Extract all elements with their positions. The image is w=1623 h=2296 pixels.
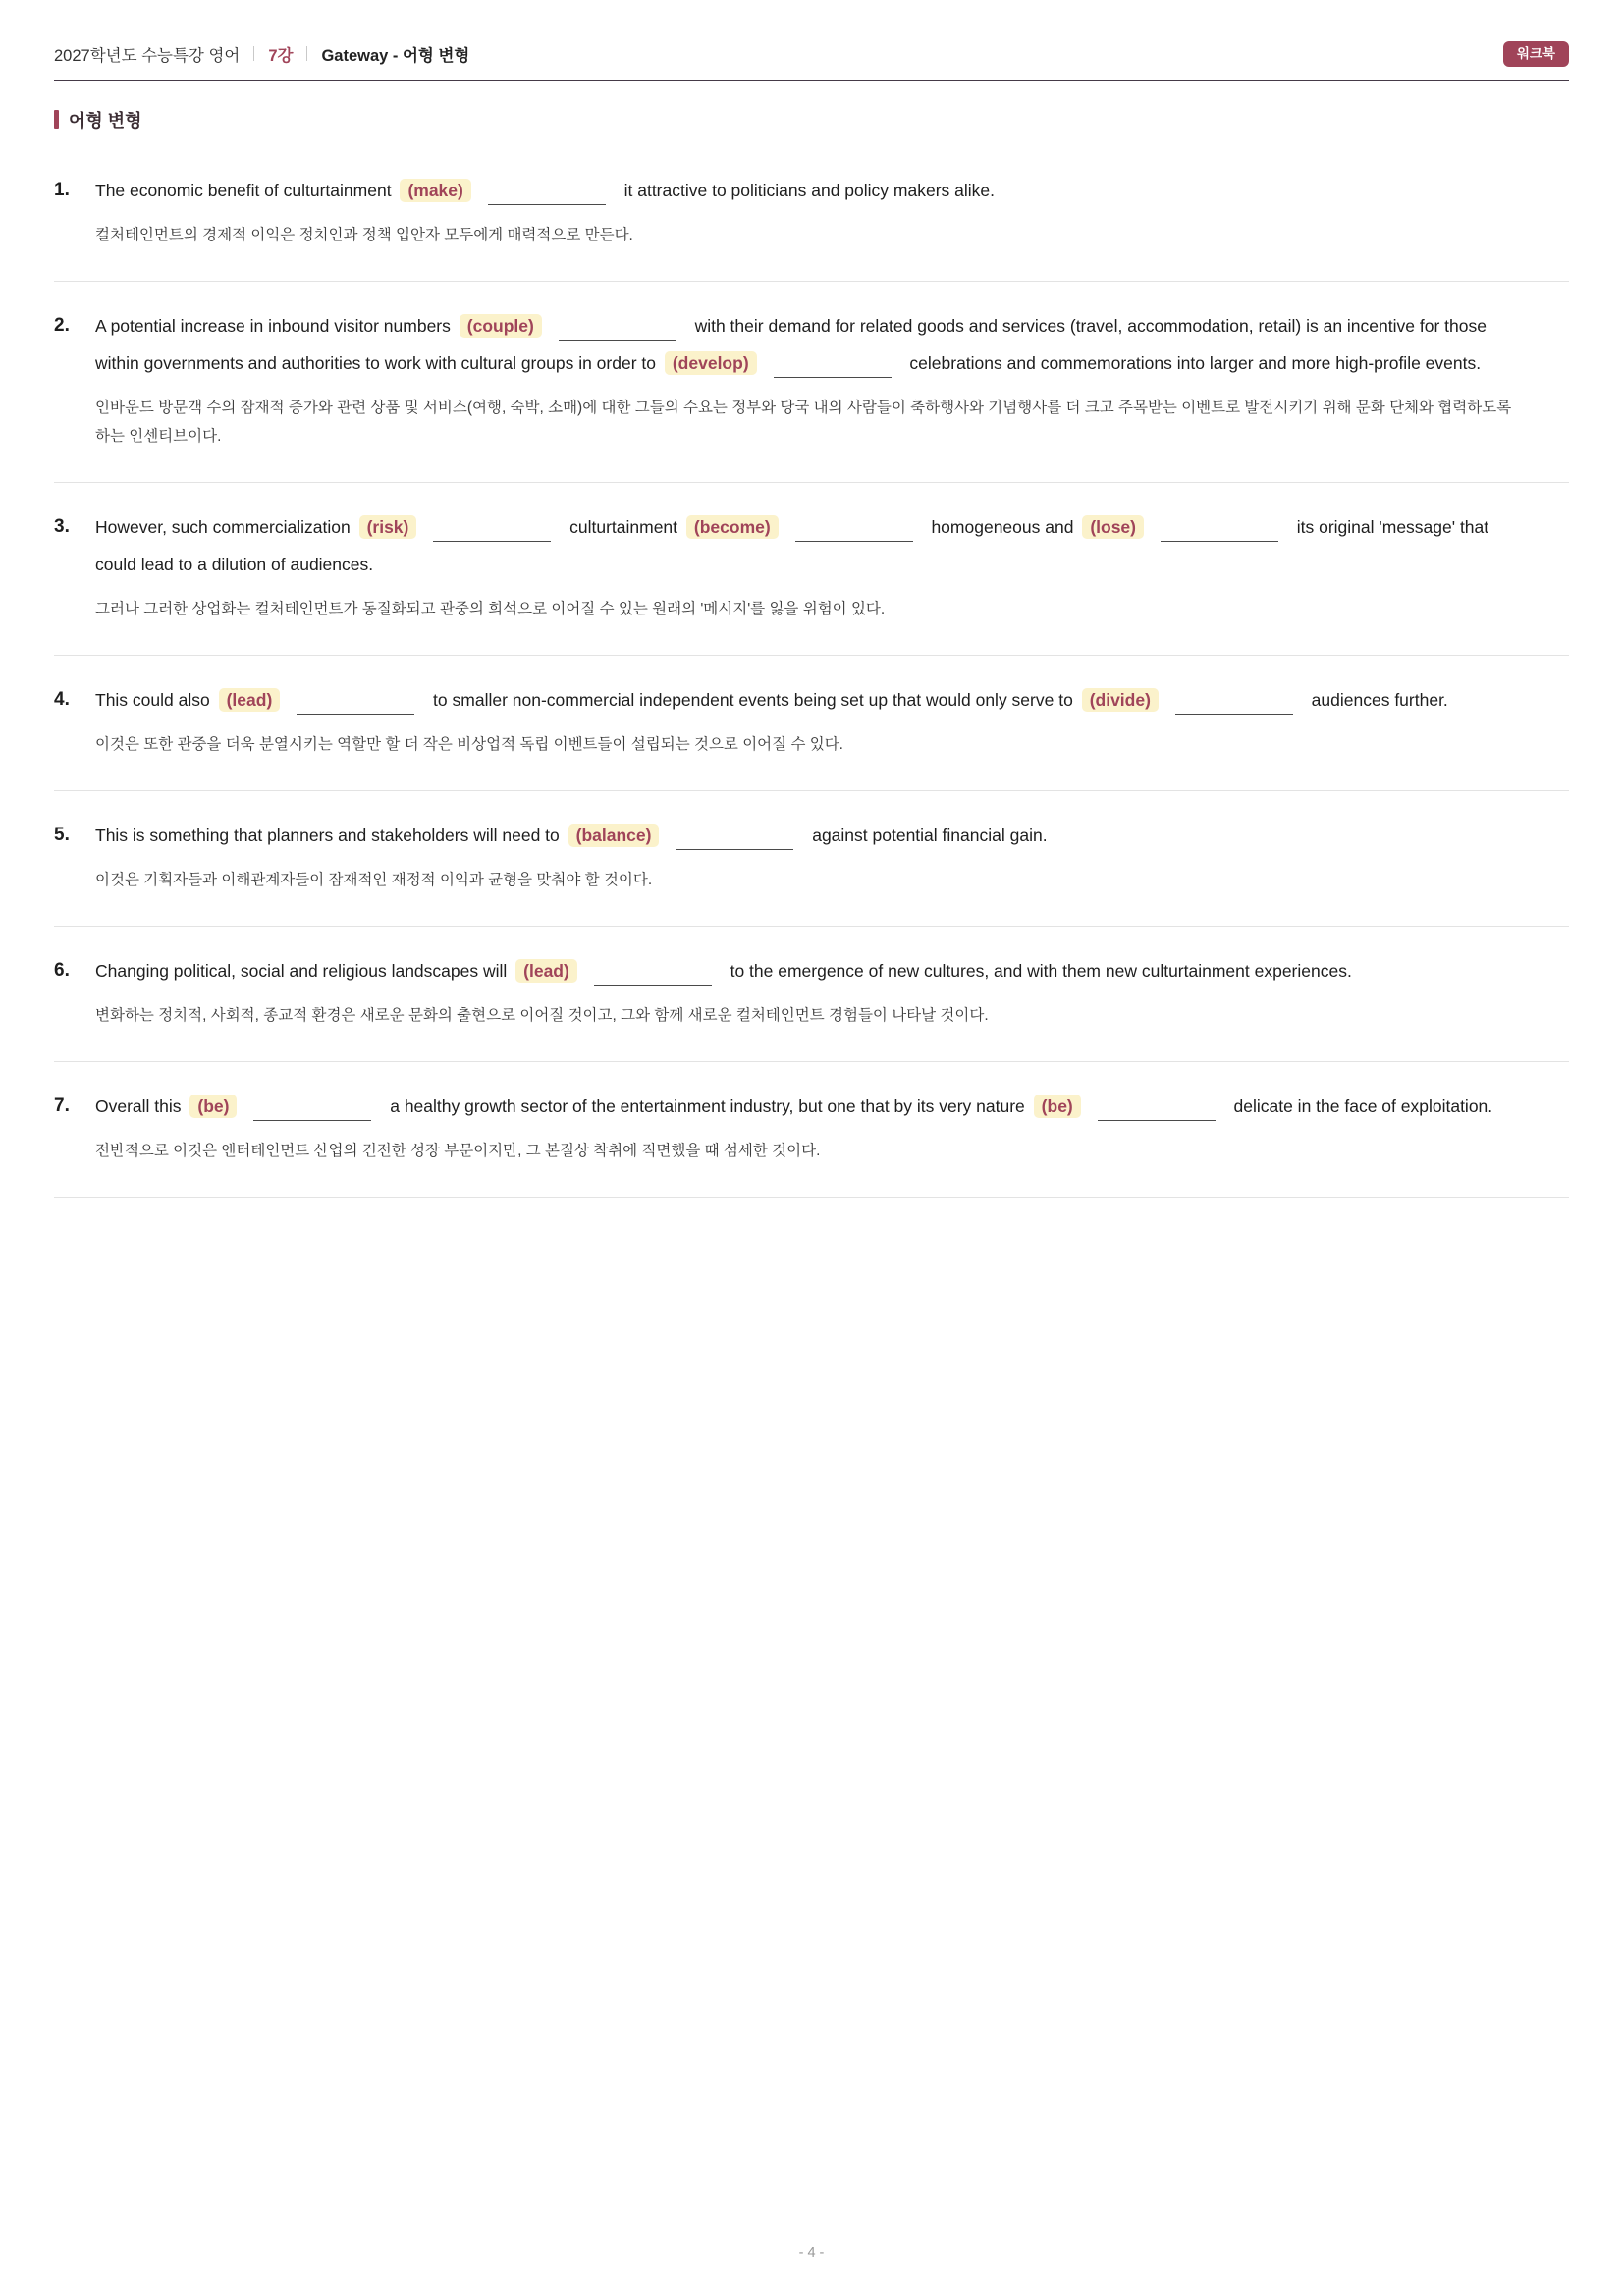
exercise-item xyxy=(54,927,1569,1062)
header-separator xyxy=(306,46,307,61)
korean-translation: 전반적으로 이것은 엔터테인먼트 산업의 건전한 성장 부문이지만, 그 본질상 착취에 직면했을 때 섬세한 것이다. xyxy=(95,1142,821,1159)
answer-blank xyxy=(253,1107,371,1121)
answer-blank xyxy=(774,364,892,378)
verb-hint: (balance) xyxy=(568,824,660,847)
item-body xyxy=(95,172,1519,249)
section-label: 어형 변형 xyxy=(69,110,142,131)
exercise-item xyxy=(54,656,1569,791)
item-body xyxy=(95,952,1519,1030)
korean-translation: 인바운드 방문객 수의 잠재적 증가와 관련 상품 및 서비스(여행, 숙박, 소매)에 대한 그들의 수요는 정부와 당국 내의 사람들이 축하행사와 기념행사를 더 크고 주목받는 이벤트로 발전시키기 위해 문화 단체와 협력하도록 하는 인센티브이다. xyxy=(95,399,1512,445)
sentence-text: The economic benefit of culturtainment xyxy=(95,180,392,200)
sentence-text: culturtainment xyxy=(569,516,678,537)
sentence-text: celebrations and commemorations into larger and more high-profile events. xyxy=(909,352,1482,373)
answer-blank xyxy=(1175,701,1293,715)
sentence-text: homogeneous and xyxy=(931,516,1074,537)
exercise-sentence xyxy=(95,1088,1519,1125)
sentence-text: This could also xyxy=(95,689,210,710)
verb-hint: (divide) xyxy=(1082,688,1159,712)
exercise-item xyxy=(54,791,1569,927)
lesson-number: 7강 xyxy=(268,46,294,65)
answer-blank xyxy=(1161,528,1278,542)
page-footer xyxy=(0,2245,1623,2261)
page-header xyxy=(54,0,1569,67)
exercise-item xyxy=(54,483,1569,656)
verb-hint: (become) xyxy=(686,515,779,539)
verb-hint: (lead) xyxy=(219,688,281,712)
item-body xyxy=(95,1088,1519,1165)
sentence-text: However, such commercialization xyxy=(95,516,351,537)
sentence-text: audiences further. xyxy=(1311,689,1448,710)
korean-translation: 변화하는 정치적, 사회적, 종교적 환경은 새로운 문화의 출현으로 이어질 것이고, 그와 함께 새로운 컬처테인먼트 경험들이 나타날 것이다. xyxy=(95,1006,989,1024)
answer-blank xyxy=(1098,1107,1216,1121)
sentence-text: Overall this xyxy=(95,1095,182,1116)
item-number: 1. xyxy=(54,179,70,200)
exercise-sentence xyxy=(95,681,1519,719)
sentence-text: its original 'message' that could lead to a dilution of audiences. xyxy=(95,516,1489,574)
exercise-item xyxy=(54,282,1569,483)
answer-blank xyxy=(676,836,793,850)
header-breadcrumb xyxy=(54,42,469,66)
sentence-text: a healthy growth sector of the entertainment industry, but one that by its very nature xyxy=(390,1095,1025,1116)
answer-blank xyxy=(488,191,606,205)
item-row xyxy=(54,817,1569,894)
verb-hint: (lead) xyxy=(515,959,577,983)
answer-blank xyxy=(559,327,676,341)
korean-translation: 이것은 또한 관중을 더욱 분열시키는 역할만 할 더 작은 비상업적 독립 이벤트들이 설립되는 것으로 이어질 수 있다. xyxy=(95,735,843,753)
verb-hint: (lose) xyxy=(1082,515,1144,539)
item-row xyxy=(54,172,1569,249)
document-title: Gateway - 어형 변형 xyxy=(321,46,470,65)
sentence-text: Changing political, social and religious landscapes will xyxy=(95,960,508,981)
sentence-text: A potential increase in inbound visitor numbers xyxy=(95,315,451,336)
item-body xyxy=(95,508,1519,623)
sentence-text: it attractive to politicians and policy makers alike. xyxy=(623,180,995,200)
sentence-text: against potential financial gain. xyxy=(812,825,1048,845)
verb-hint: (couple) xyxy=(460,314,542,338)
sentence-text: to smaller non-commercial independent events being set up that would only serve to xyxy=(433,689,1073,710)
exercise-sentence xyxy=(95,307,1519,382)
item-body xyxy=(95,681,1519,759)
item-number: 7. xyxy=(54,1095,70,1116)
item-row xyxy=(54,681,1569,759)
course-title: 2027학년도 수능특강 영어 xyxy=(54,46,241,65)
item-row xyxy=(54,307,1569,451)
exercise-sentence xyxy=(95,508,1519,583)
header-rule xyxy=(54,80,1569,81)
header-separator xyxy=(253,46,254,61)
answer-blank xyxy=(433,528,551,542)
item-body xyxy=(95,817,1519,894)
exercise-item xyxy=(54,1062,1569,1198)
section-accent-bar xyxy=(54,110,59,129)
exercise-item xyxy=(54,146,1569,282)
verb-hint: (risk) xyxy=(359,515,417,539)
section-title xyxy=(54,107,1569,133)
sentence-text: with their demand for related goods and services (travel, accommodation, retail) is an incentive for those within governments and authorities to work with cultural groups in order to xyxy=(95,315,1487,373)
item-number: 4. xyxy=(54,688,70,710)
sentence-text: to the emergence of new cultures, and with them new culturtainment experiences. xyxy=(730,960,1352,981)
exercise-sentence xyxy=(95,952,1519,989)
item-row xyxy=(54,1088,1569,1165)
item-row xyxy=(54,952,1569,1030)
item-row xyxy=(54,508,1569,623)
verb-hint: (develop) xyxy=(665,351,757,375)
item-number: 6. xyxy=(54,959,70,981)
sentence-text: This is something that planners and stakeholders will need to xyxy=(95,825,560,845)
verb-hint: (be) xyxy=(1034,1095,1081,1118)
answer-blank xyxy=(297,701,414,715)
item-body xyxy=(95,307,1519,451)
answer-blank xyxy=(795,528,913,542)
item-number: 5. xyxy=(54,824,70,845)
page-number: - 4 - xyxy=(798,2245,825,2261)
korean-translation: 이것은 기획자들과 이해관계자들이 잠재적인 재정적 이익과 균형을 맞춰야 할 것이다. xyxy=(95,871,653,888)
verb-hint: (make) xyxy=(400,179,470,202)
exercise-list xyxy=(54,146,1569,1198)
workbook-badge: 워크북 xyxy=(1503,41,1569,67)
item-number: 3. xyxy=(54,515,70,537)
korean-translation: 그러나 그러한 상업화는 컬처테인먼트가 동질화되고 관중의 희석으로 이어질 수 있는 원래의 '메시지'를 잃을 위험이 있다. xyxy=(95,600,886,617)
sentence-text: delicate in the face of exploitation. xyxy=(1233,1095,1493,1116)
verb-hint: (be) xyxy=(189,1095,237,1118)
answer-blank xyxy=(594,972,712,986)
exercise-sentence xyxy=(95,817,1519,854)
exercise-sentence xyxy=(95,172,1519,209)
item-number: 2. xyxy=(54,314,70,336)
korean-translation: 컬처테인먼트의 경제적 이익은 정치인과 정책 입안자 모두에게 매력적으로 만든다. xyxy=(95,226,633,243)
